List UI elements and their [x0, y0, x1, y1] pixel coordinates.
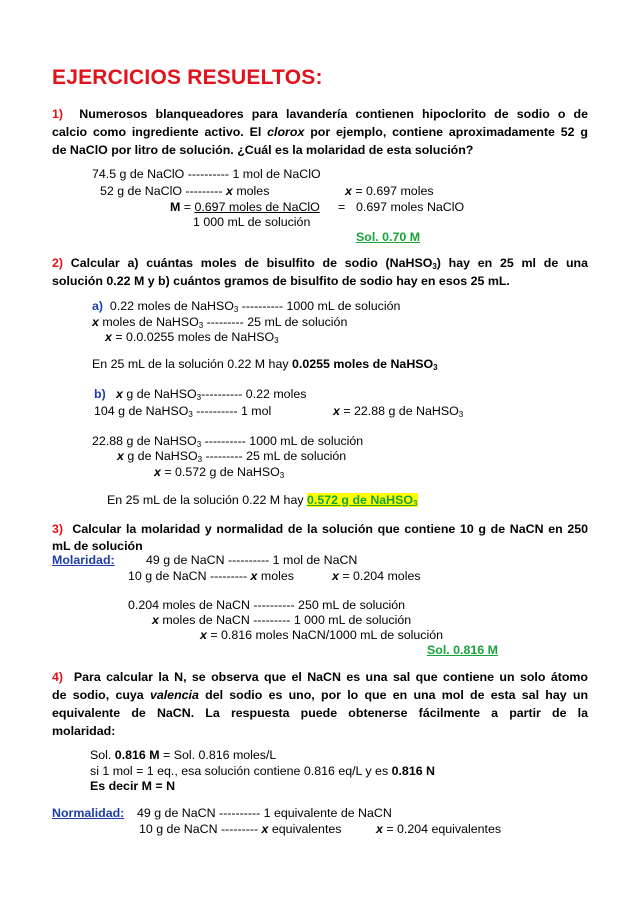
ex3-line-4: x moles de NaCN --------- 1 000 mL de solución — [152, 613, 412, 627]
ex2b-line-1: b) x g de NaHSO$_3$---------- 0.22 moles — [94, 387, 307, 402]
exercise-1-statement-line-3: de NaClO por litro de solución. ¿Cuál es la molaridad de esta solución? — [52, 143, 474, 157]
ex3-solution: Sol. 0.816 M — [427, 643, 498, 657]
ex3-result: x = 0.204 moles — [332, 569, 421, 583]
exercise-4-statement-line-1: 4) Para calcular la N, se observa que el NaCN es una sal que contiene un solo átomo — [52, 670, 588, 684]
ex2b-line-4: x g de NaHSO$_3$ --------- 25 mL de solución — [117, 449, 347, 464]
page-title: EJERCICIOS RESUELTOS: — [52, 66, 323, 89]
exercise-1-statement-line-2: calcio como ingrediente activo. El clorox por ejemplo, contiene aproximadamente 52 g — [52, 125, 588, 139]
ex4-line-3: Es decir M = N — [90, 779, 176, 793]
ex2a-conclusion: En 25 mL de la solución 0.22 M hay 0.0255 moles de NaHSO$_3$ — [92, 357, 438, 372]
exercise-4-statement-line-4: molaridad: — [52, 724, 116, 738]
ex2b-line-2: 104 g de NaHSO$_3$ ---------- 1 mol — [94, 404, 272, 419]
ex1-result: x = 0.697 moles — [345, 184, 434, 198]
ex1-molarity-formula: M = 0.697 moles de NaClO — [170, 200, 320, 214]
ex3-line-1: 49 g de NaCN ---------- 1 mol de NaCN — [146, 553, 358, 567]
ex2b-line-3: 22.88 g de NaHSO$_3$ ---------- 1000 mL de solución — [92, 434, 364, 449]
ex1-rule-line-2: 52 g de NaClO --------- x moles — [100, 184, 270, 198]
ex1-solution: Sol. 0.70 M — [356, 230, 421, 244]
ex2b-conclusion: En 25 mL de la solución 0.22 M hay 0.572 g de NaHSO$_3$ — [107, 493, 418, 508]
ex2b-highlighted-answer: 0.572 g de NaHSO$_3$ — [306, 493, 418, 508]
exercise-2-statement-line-2: solución 0.22 M y b) cuántos gramos de bisulfito de sodio hay en esos 25 mL. — [52, 274, 510, 288]
ex2b-result: x = 22.88 g de NaHSO$_3$ — [333, 404, 464, 419]
exercise-2-statement-line-1: 2) Calcular a) cuántas moles de bisulfito de sodio (NaHSO$_3$) hay en 25 ml de una — [52, 256, 588, 271]
exercise-2-number: 2) — [52, 256, 64, 270]
exercise-4-statement-line-2: de sodio, cuya valencia del sodio es uno, por lo que en una mol de esta sal hay un — [52, 688, 589, 702]
exercise-1-statement-line-1: 1) Numerosos blanqueadores para lavandería contienen hipoclorito de sodio o de — [52, 107, 589, 121]
normalidad-label: Normalidad: — [52, 806, 125, 820]
ex2b-line-5: x = 0.572 g de NaHSO$_3$ — [154, 465, 285, 480]
exercise-3-statement-line-2: mL de solución — [52, 539, 143, 553]
ex2a-line-2: x moles de NaHSO$_3$ --------- 25 mL de solución — [92, 315, 348, 330]
exercise-3-number: 3) — [52, 522, 64, 536]
ex1-rule-line-1: 74.5 g de NaClO ---------- 1 mol de NaClO — [92, 167, 321, 181]
ex2a-line-3: x = 0.0.0255 moles de NaHSO$_3$ — [105, 330, 279, 345]
molaridad-label: Molaridad: — [52, 553, 115, 567]
exercise-4-statement-line-3: equivalente de NaCN. La respuesta puede obtenerse fácilmente a partir de la — [52, 706, 588, 720]
ex3-line-2: 10 g de NaCN --------- x moles — [128, 569, 294, 583]
exercise-4-number: 4) — [52, 670, 64, 684]
ex4-normality-line-2: 10 g de NaCN --------- x equivalentes — [139, 822, 342, 836]
exercise-3-statement-line-1: 3) Calcular la molaridad y normalidad de la solución que contiene 10 g de NaCN en 250 — [52, 522, 588, 536]
ex2a-line-1: a) 0.22 moles de NaHSO$_3$ ---------- 1000 mL de solución — [92, 299, 401, 314]
ex1-molarity-result: 0.697 moles NaClO — [356, 200, 465, 214]
ex4-line-2: si 1 mol = 1 eq., esa solución contiene 0.816 eq/L y es 0.816 N — [90, 764, 435, 778]
ex3-line-5: x = 0.816 moles NaCN/1000 mL de solución — [200, 628, 444, 642]
ex1-molarity-denominator: 1 000 mL de solución — [193, 215, 311, 229]
ex1-equals-sign: = — [338, 200, 346, 214]
ex4-normality-result: x = 0.204 equivalentes — [376, 822, 502, 836]
exercise-1-number: 1) — [52, 107, 64, 121]
ex4-line-1: Sol. 0.816 M = Sol. 0.816 moles/L — [90, 748, 277, 762]
ex3-line-3: 0.204 moles de NaCN ---------- 250 mL de solución — [128, 598, 406, 612]
ex4-normality-line-1: 49 g de NaCN ---------- 1 equivalente de NaCN — [137, 806, 392, 820]
